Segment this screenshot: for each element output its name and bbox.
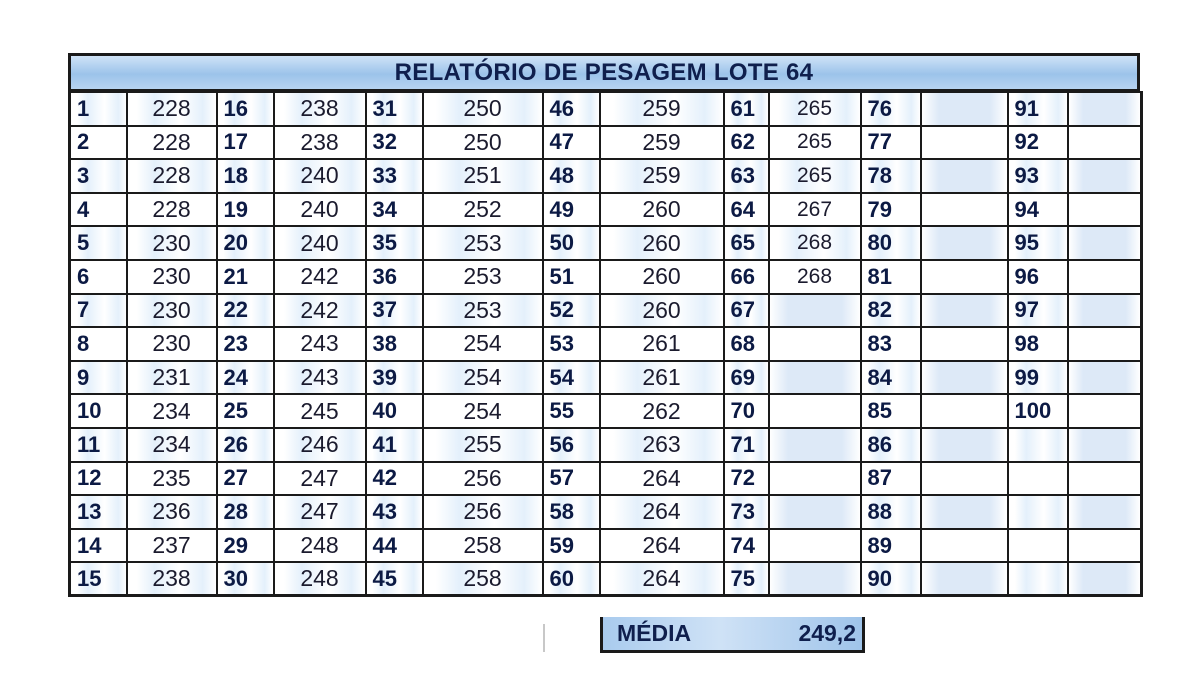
table-row [70, 294, 1142, 328]
animal-number: 29 [217, 529, 274, 563]
weight-value: 259 [600, 159, 724, 193]
weight-value [921, 529, 1008, 563]
animal-number [1008, 529, 1068, 563]
weight-value: 230 [127, 327, 217, 361]
weight-value [921, 428, 1008, 462]
animal-number: 45 [366, 562, 423, 596]
weight-value [769, 394, 861, 428]
animal-number: 37 [366, 294, 423, 328]
animal-number: 1 [70, 92, 127, 126]
animal-number: 5 [70, 226, 127, 260]
weight-value: 248 [274, 529, 366, 563]
weight-value [921, 361, 1008, 395]
animal-number: 57 [543, 462, 600, 496]
animal-number: 33 [366, 159, 423, 193]
table-row [70, 495, 1142, 529]
animal-number: 73 [724, 495, 769, 529]
animal-number: 10 [70, 394, 127, 428]
animal-number: 26 [217, 428, 274, 462]
animal-number: 86 [861, 428, 921, 462]
weight-value: 234 [127, 394, 217, 428]
weight-value: 267 [769, 193, 861, 227]
weight-value: 258 [423, 529, 543, 563]
animal-number: 94 [1008, 193, 1068, 227]
average-box [600, 617, 865, 653]
animal-number: 79 [861, 193, 921, 227]
weight-value [921, 462, 1008, 496]
weight-value: 261 [600, 327, 724, 361]
weight-value: 234 [127, 428, 217, 462]
weight-value [769, 327, 861, 361]
table-row [70, 327, 1142, 361]
weight-value [769, 428, 861, 462]
weight-value: 250 [423, 92, 543, 126]
animal-number: 24 [217, 361, 274, 395]
weight-value: 228 [127, 92, 217, 126]
weight-value [921, 126, 1008, 160]
animal-number: 32 [366, 126, 423, 160]
animal-number: 47 [543, 126, 600, 160]
animal-number: 54 [543, 361, 600, 395]
animal-number: 39 [366, 361, 423, 395]
weight-value [1068, 260, 1142, 294]
weight-value: 264 [600, 562, 724, 596]
weight-value [921, 226, 1008, 260]
animal-number: 69 [724, 361, 769, 395]
weight-value: 238 [127, 562, 217, 596]
animal-number: 41 [366, 428, 423, 462]
animal-number: 51 [543, 260, 600, 294]
animal-number: 21 [217, 260, 274, 294]
weight-value: 245 [274, 394, 366, 428]
weight-value: 236 [127, 495, 217, 529]
weight-value: 268 [769, 226, 861, 260]
animal-number: 15 [70, 562, 127, 596]
animal-number: 27 [217, 462, 274, 496]
animal-number: 4 [70, 193, 127, 227]
animal-number: 85 [861, 394, 921, 428]
animal-number [1008, 562, 1068, 596]
animal-number: 62 [724, 126, 769, 160]
animal-number: 55 [543, 394, 600, 428]
animal-number: 90 [861, 562, 921, 596]
animal-number [1008, 462, 1068, 496]
weight-value: 261 [600, 361, 724, 395]
weight-value: 259 [600, 126, 724, 160]
weight-value: 248 [274, 562, 366, 596]
animal-number [1008, 428, 1068, 462]
animal-number: 11 [70, 428, 127, 462]
animal-number: 3 [70, 159, 127, 193]
weights-table [68, 91, 1143, 597]
average-label: MÉDIA [617, 620, 692, 646]
weight-value [769, 495, 861, 529]
animal-number: 74 [724, 529, 769, 563]
animal-number: 53 [543, 327, 600, 361]
animal-number: 80 [861, 226, 921, 260]
weight-value [921, 92, 1008, 126]
table-row [70, 428, 1142, 462]
animal-number: 36 [366, 260, 423, 294]
table-row [70, 226, 1142, 260]
weight-value: 238 [274, 92, 366, 126]
weight-value: 255 [423, 428, 543, 462]
weight-value: 230 [127, 260, 217, 294]
weight-value: 254 [423, 394, 543, 428]
animal-number: 100 [1008, 394, 1068, 428]
weight-value: 238 [274, 126, 366, 160]
animal-number: 77 [861, 126, 921, 160]
weight-value: 242 [274, 260, 366, 294]
animal-number: 13 [70, 495, 127, 529]
weight-value: 258 [423, 562, 543, 596]
weight-value: 228 [127, 193, 217, 227]
weight-value [921, 394, 1008, 428]
report-title: RELATÓRIO DE PESAGEM LOTE 64 [68, 53, 1140, 91]
weight-value [1068, 394, 1142, 428]
animal-number: 58 [543, 495, 600, 529]
weight-value: 264 [600, 495, 724, 529]
weight-value [1068, 495, 1142, 529]
weight-value: 260 [600, 226, 724, 260]
animal-number: 19 [217, 193, 274, 227]
weight-value [921, 159, 1008, 193]
table-row [70, 361, 1142, 395]
animal-number: 22 [217, 294, 274, 328]
animal-number: 14 [70, 529, 127, 563]
animal-number: 46 [543, 92, 600, 126]
weight-value [1068, 462, 1142, 496]
animal-number: 60 [543, 562, 600, 596]
table-row [70, 92, 1142, 126]
animal-number: 92 [1008, 126, 1068, 160]
weight-value [921, 562, 1008, 596]
weight-value: 230 [127, 226, 217, 260]
weight-value: 254 [423, 327, 543, 361]
animal-number: 2 [70, 126, 127, 160]
animal-number: 68 [724, 327, 769, 361]
weight-value: 251 [423, 159, 543, 193]
weight-value: 265 [769, 126, 861, 160]
animal-number: 98 [1008, 327, 1068, 361]
animal-number: 76 [861, 92, 921, 126]
weight-value: 256 [423, 495, 543, 529]
weight-value: 260 [600, 260, 724, 294]
weight-value [1068, 92, 1142, 126]
weight-value: 243 [274, 327, 366, 361]
weight-value: 253 [423, 226, 543, 260]
weight-value: 243 [274, 361, 366, 395]
weight-value [921, 193, 1008, 227]
animal-number: 67 [724, 294, 769, 328]
animal-number: 71 [724, 428, 769, 462]
weighing-report-sheet [68, 53, 1140, 597]
animal-number: 30 [217, 562, 274, 596]
animal-number: 84 [861, 361, 921, 395]
table-row [70, 529, 1142, 563]
weight-value: 262 [600, 394, 724, 428]
animal-number: 75 [724, 562, 769, 596]
animal-number: 44 [366, 529, 423, 563]
animal-number [1008, 495, 1068, 529]
animal-number: 82 [861, 294, 921, 328]
weight-value: 268 [769, 260, 861, 294]
weight-value [1068, 126, 1142, 160]
weight-value: 250 [423, 126, 543, 160]
table-row [70, 193, 1142, 227]
animal-number: 64 [724, 193, 769, 227]
average-value: 249,2 [798, 620, 856, 646]
table-row [70, 562, 1142, 596]
weight-value [1068, 193, 1142, 227]
animal-number: 56 [543, 428, 600, 462]
animal-number: 89 [861, 529, 921, 563]
animal-number: 99 [1008, 361, 1068, 395]
animal-number: 17 [217, 126, 274, 160]
weight-value [1068, 428, 1142, 462]
animal-number: 23 [217, 327, 274, 361]
weight-value [1068, 226, 1142, 260]
animal-number: 59 [543, 529, 600, 563]
weight-value: 228 [127, 159, 217, 193]
weight-value: 235 [127, 462, 217, 496]
animal-number: 16 [217, 92, 274, 126]
weight-value [1068, 159, 1142, 193]
table-row [70, 159, 1142, 193]
weight-value: 263 [600, 428, 724, 462]
table-row [70, 260, 1142, 294]
table-row [70, 462, 1142, 496]
weight-value [1068, 529, 1142, 563]
weight-value [769, 361, 861, 395]
animal-number: 61 [724, 92, 769, 126]
weight-value: 240 [274, 159, 366, 193]
weight-value: 240 [274, 193, 366, 227]
weight-value: 256 [423, 462, 543, 496]
animal-number: 20 [217, 226, 274, 260]
weight-value: 228 [127, 126, 217, 160]
animal-number: 65 [724, 226, 769, 260]
animal-number: 18 [217, 159, 274, 193]
weight-value [921, 260, 1008, 294]
weight-value [921, 495, 1008, 529]
animal-number: 49 [543, 193, 600, 227]
table-row [70, 126, 1142, 160]
animal-number: 87 [861, 462, 921, 496]
weight-value: 264 [600, 529, 724, 563]
animal-number: 96 [1008, 260, 1068, 294]
animal-number: 31 [366, 92, 423, 126]
animal-number: 40 [366, 394, 423, 428]
weight-value [1068, 327, 1142, 361]
weight-value: 253 [423, 260, 543, 294]
animal-number: 25 [217, 394, 274, 428]
weight-value: 240 [274, 226, 366, 260]
animal-number: 70 [724, 394, 769, 428]
weight-value: 265 [769, 159, 861, 193]
weight-value: 237 [127, 529, 217, 563]
weight-value [769, 562, 861, 596]
weight-value: 260 [600, 294, 724, 328]
animal-number: 50 [543, 226, 600, 260]
animal-number: 81 [861, 260, 921, 294]
animal-number: 78 [861, 159, 921, 193]
animal-number: 42 [366, 462, 423, 496]
animal-number: 93 [1008, 159, 1068, 193]
animal-number: 88 [861, 495, 921, 529]
table-row [70, 394, 1142, 428]
animal-number: 83 [861, 327, 921, 361]
weight-value: 264 [600, 462, 724, 496]
animal-number: 8 [70, 327, 127, 361]
weight-value: 230 [127, 294, 217, 328]
animal-number: 72 [724, 462, 769, 496]
animal-number: 38 [366, 327, 423, 361]
weight-value: 260 [600, 193, 724, 227]
cell-divider-mark [543, 624, 545, 652]
weight-value: 254 [423, 361, 543, 395]
animal-number: 9 [70, 361, 127, 395]
weight-value: 242 [274, 294, 366, 328]
animal-number: 28 [217, 495, 274, 529]
weight-value [1068, 361, 1142, 395]
animal-number: 66 [724, 260, 769, 294]
animal-number: 12 [70, 462, 127, 496]
weight-value [769, 462, 861, 496]
animal-number: 91 [1008, 92, 1068, 126]
animal-number: 97 [1008, 294, 1068, 328]
animal-number: 48 [543, 159, 600, 193]
animal-number: 35 [366, 226, 423, 260]
weight-value [921, 294, 1008, 328]
animal-number: 43 [366, 495, 423, 529]
animal-number: 63 [724, 159, 769, 193]
animal-number: 52 [543, 294, 600, 328]
weight-value [921, 327, 1008, 361]
weight-value: 259 [600, 92, 724, 126]
animal-number: 6 [70, 260, 127, 294]
weight-value: 253 [423, 294, 543, 328]
weight-value [1068, 294, 1142, 328]
weight-value [1068, 562, 1142, 596]
animal-number: 7 [70, 294, 127, 328]
weight-value: 231 [127, 361, 217, 395]
animal-number: 95 [1008, 226, 1068, 260]
weight-value [769, 294, 861, 328]
weight-value: 247 [274, 495, 366, 529]
weight-value: 252 [423, 193, 543, 227]
animal-number: 34 [366, 193, 423, 227]
weight-value: 247 [274, 462, 366, 496]
weight-value: 265 [769, 92, 861, 126]
weight-value [769, 529, 861, 563]
weight-value: 246 [274, 428, 366, 462]
